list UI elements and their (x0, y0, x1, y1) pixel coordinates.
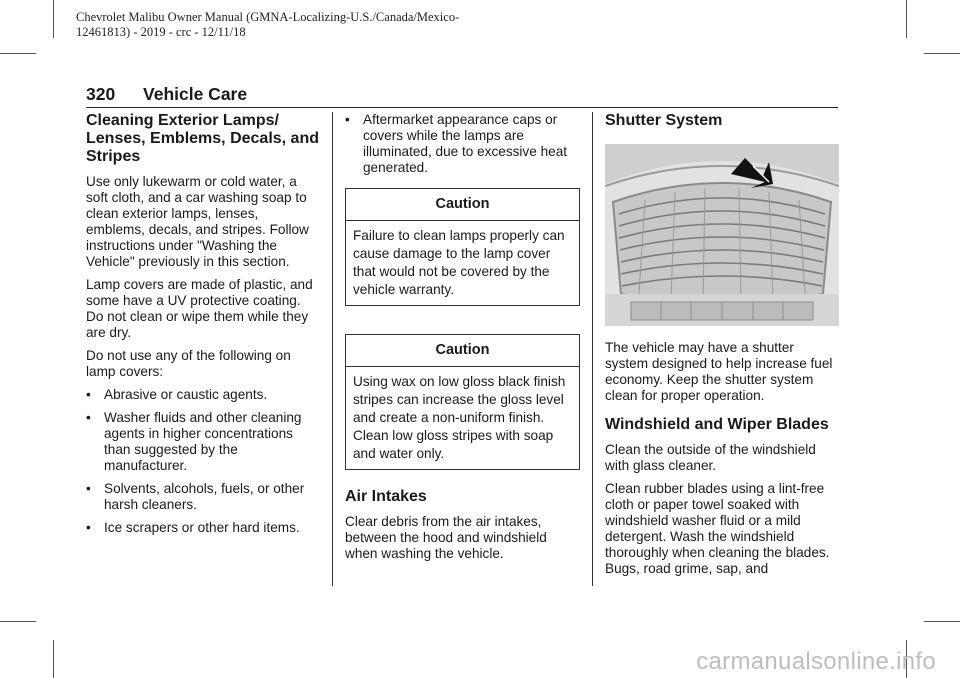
caution-body: Failure to clean lamps properly can cause damage to the lamp cover that would not be covered by the vehicle warranty. (353, 228, 565, 297)
section-heading-windshield-wipers: Windshield and Wiper Blades (605, 416, 829, 433)
bullet-icon: • (86, 520, 91, 535)
watermark: carmanualsonline.info (696, 648, 936, 675)
crop-mark (924, 53, 960, 54)
paragraph: Clean the outside of the windshield with glass cleaner. (605, 442, 816, 473)
crop-mark (0, 53, 36, 54)
crop-mark (53, 0, 54, 38)
column-right (605, 112, 839, 584)
column-divider (592, 112, 593, 586)
page-number: 320 (86, 84, 116, 104)
bullet-icon: • (86, 387, 91, 402)
list-item (86, 481, 320, 513)
paragraph: Lamp covers are made of plastic, and some have a UV protective coating. Do not clean or wipe them while they are dry. (86, 277, 313, 340)
caution-title: Caution (346, 189, 579, 221)
crop-mark (906, 0, 907, 38)
caution-box (345, 188, 580, 306)
print-metadata (76, 10, 459, 40)
paragraph: Clear debris from the air intakes, between the hood and windshield when washing the vehicle. (345, 514, 547, 561)
paragraph: Do not use any of the following on lamp covers: (86, 348, 291, 379)
paragraph: Clean rubber blades using a lint-free cloth or paper towel soaked with windshield washer fluid or a mild detergent. Wash the windshield thoroughly when cleaning the blades. Bugs, road grime, sap, and (605, 481, 830, 576)
bullet-icon: • (86, 410, 91, 425)
list-item-text: Washer fluids and other cleaning agents in higher concentrations than suggested by the manufacturer. (104, 410, 302, 473)
paragraph: Use only lukewarm or cold water, a soft cloth, and a car washing soap to clean exterior lamps, lenses, emblems, decals, and stripes. Follow instructions under "Washing the Vehicle" previously in this section. (86, 174, 309, 269)
print-metadata-line: 12461813) - 2019 - crc - 12/11/18 (76, 25, 246, 39)
column-divider (332, 112, 333, 586)
column-left (86, 112, 320, 543)
page-header (86, 83, 838, 108)
shutter-system-photo (605, 144, 839, 326)
crop-mark (0, 621, 36, 622)
bullet-icon: • (345, 112, 350, 127)
print-metadata-line: Chevrolet Malibu Owner Manual (GMNA-Localizing-U.S./Canada/Mexico- (76, 10, 460, 24)
section-heading-exterior-lamps: Cleaning Exterior Lamps/ Lenses, Emblems, Decals, and Stripes (86, 112, 319, 165)
paragraph: The vehicle may have a shutter system designed to help increase fuel economy. Keep the shutter system clean for proper operation. (605, 340, 833, 403)
caution-body: Using wax on low gloss black finish stripes can increase the gloss level and create a non-uniform finish. Clean low gloss stripes with soap and water only. (353, 374, 566, 461)
list-item-text: Ice scrapers or other hard items. (104, 520, 300, 535)
list-item-text: Aftermarket appearance caps or covers while the lamps are illuminated, due to excessive heat generated. (363, 112, 568, 175)
caution-box (345, 334, 580, 470)
list-item (345, 112, 580, 176)
list-item (86, 410, 320, 474)
section-heading-air-intakes: Air Intakes (345, 488, 427, 505)
page-title: Vehicle Care (143, 84, 248, 104)
crop-mark (53, 640, 54, 678)
list-item (86, 387, 320, 403)
list-item (86, 520, 320, 536)
list-item-text: Abrasive or caustic agents. (104, 387, 268, 402)
list-item-text: Solvents, alcohols, fuels, or other harsh cleaners. (104, 481, 305, 512)
crop-mark (924, 621, 960, 622)
column-middle (345, 112, 580, 569)
caution-title: Caution (346, 335, 579, 367)
section-heading-shutter-system: Shutter System (605, 112, 723, 129)
bullet-icon: • (86, 481, 91, 496)
